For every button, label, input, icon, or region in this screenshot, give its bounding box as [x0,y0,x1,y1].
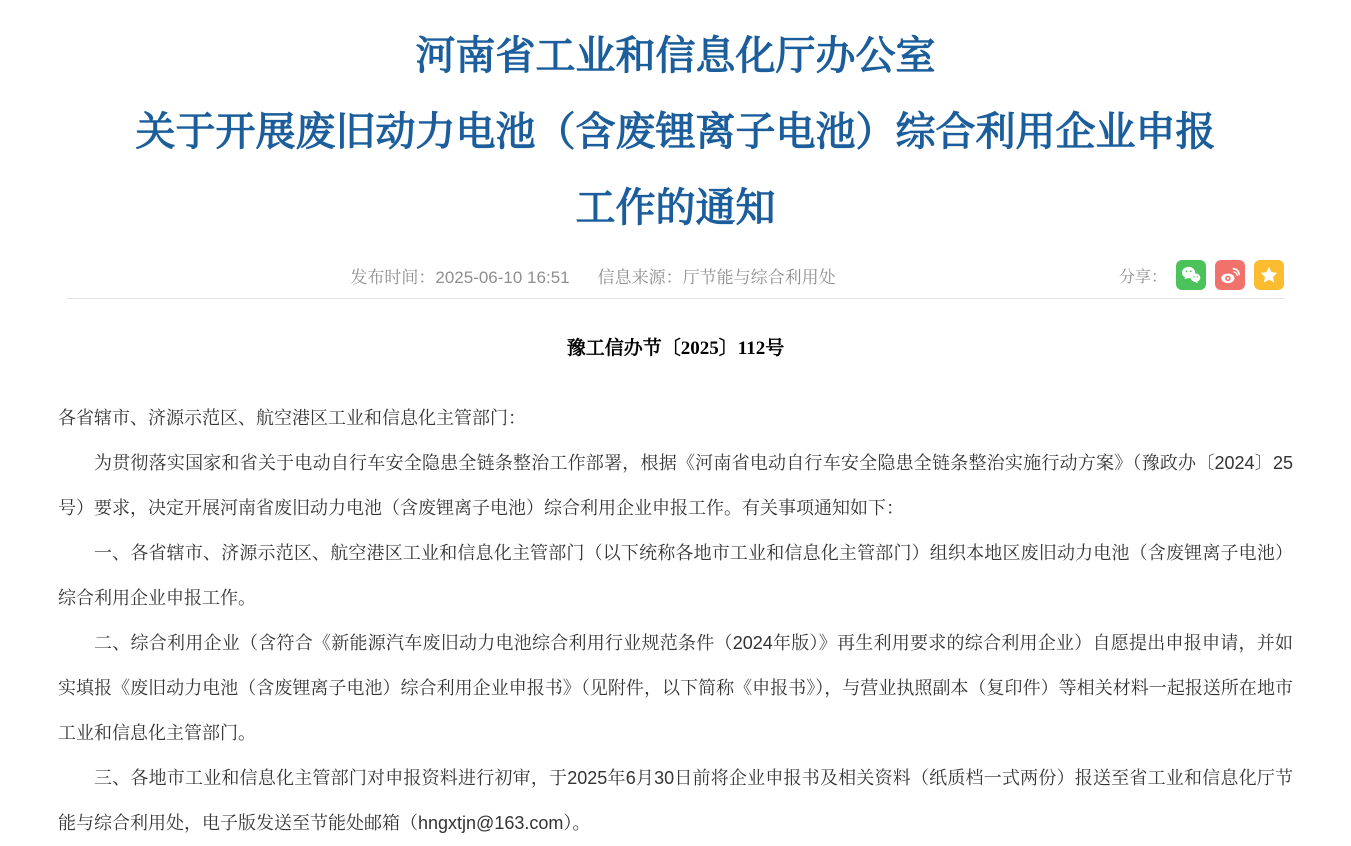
meta-bar [0,252,1351,298]
meta-divider [67,298,1284,299]
share-label: 分享： [1118,268,1167,286]
source-label: 信息来源： [597,267,683,287]
title-line-2: 关于开展废旧动力电池（含废锂离子电池）综合利用企业申报 [135,110,1216,154]
title-line-3: 工作的通知 [575,186,776,230]
share-group [1119,260,1284,290]
salutation: 各省辖市、济源示范区、航空港区工业和信息化主管部门： [58,408,526,428]
weibo-glyph [1218,263,1242,287]
source-value: 厅节能与综合利用处 [682,267,836,287]
publish-time-value: 2025-06-10 16:51 [435,267,570,287]
paragraph: 二、综合利用企业（含符合《新能源汽车废旧动力电池综合利用行业规范条件（2024年版）》再生利用要求的综合利用企业）自愿提出申报申请，并如实填报《废旧动力电池（含废锂离子电池）综合利用企业申报书》（见附件，以下简称《申报书》），与营业执照副本（复印件）等相关材料一起报送所在地市工业和信息化主管部门。 [58,633,1293,743]
paragraph: 为贯彻落实国家和省关于电动自行车安全隐患全链条整治工作部署，根据《河南省电动自行车安全隐患全链条整治实施行动方案》（豫政办〔2024〕25号）要求，决定开展河南省废旧动力电池（含废锂离子电池）综合利用企业申报工作。有关事项通知如下： [58,453,1293,518]
paragraph: 一、各省辖市、济源示范区、航空港区工业和信息化主管部门（以下统称各地市工业和信息化主管部门）组织本地区废旧动力电池（含废锂离子电池）综合利用企业申报工作。 [58,543,1293,608]
wechat-share-icon[interactable] [1176,260,1206,290]
title-line-1: 河南省工业和信息化厅办公室 [415,34,936,78]
star-glyph [1257,263,1281,287]
document-number: 豫工信办节〔2025〕112号 [566,338,785,359]
favorite-share-icon[interactable] [1254,260,1284,290]
publish-time-label: 发布时间： [350,267,436,287]
document-body [58,396,1293,846]
paragraph: 三、各地市工业和信息化主管部门对申报资料进行初审，于2025年6月30日前将企业申报书及相关资料（纸质档一式两份）报送至省工业和信息化厅节能与综合利用处，电子版发送至节能处邮箱（hngxtjn@163.com）。 [58,768,1293,833]
wechat-glyph [1179,263,1203,287]
page-title [0,0,1351,246]
meta-info [67,263,1119,288]
weibo-share-icon[interactable] [1215,260,1245,290]
